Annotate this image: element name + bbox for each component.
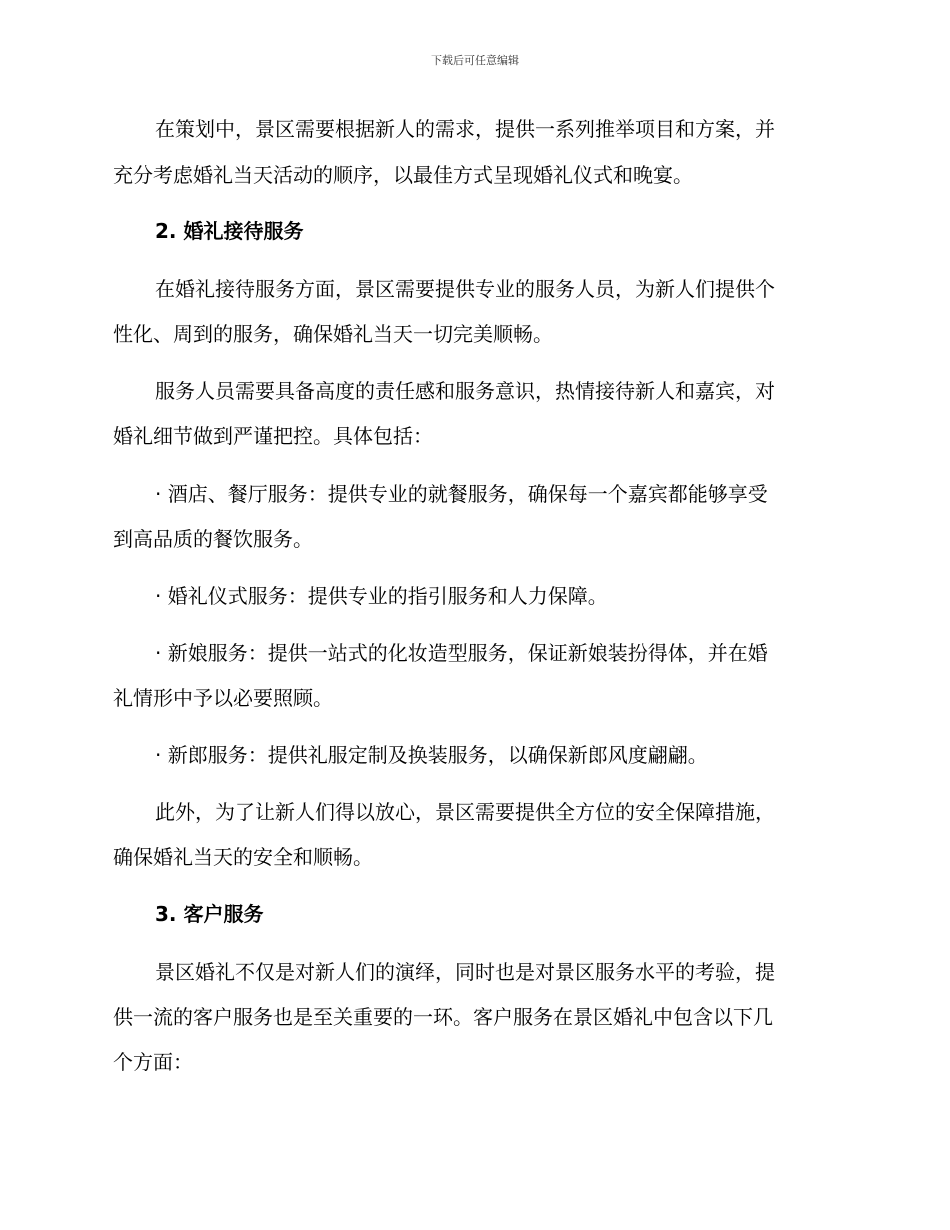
paragraph-line: 婚礼细节做到严谨把控。具体包括：	[113, 424, 433, 448]
paragraph-line: 供一流的客户服务也是至关重要的一环。客户服务在景区婚礼中包含以下几	[113, 1005, 773, 1029]
paragraph-line: 充分考虑婚礼当天活动的顺序，以最佳方式呈现婚礼仪式和晚宴。	[113, 163, 693, 187]
bullet-line: 到高品质的餐饮服务。	[113, 527, 313, 551]
page-header: 下载后可任意编辑	[431, 54, 519, 67]
paragraph-line: 在婚礼接待服务方面，景区需要提供专业的服务人员，为新人们提供个	[155, 277, 775, 301]
bullet-line: · 新娘服务：提供一站式的化妆造型服务，保证新娘装扮得体，并在婚	[155, 641, 768, 665]
bullet-line: 礼情形中予以必要照顾。	[113, 686, 333, 710]
paragraph-line: 性化、周到的服务，确保婚礼当天一切完美顺畅。	[113, 322, 553, 346]
paragraph-line: 服务人员需要具备高度的责任感和服务意识，热情接待新人和嘉宾，对	[155, 379, 775, 403]
bullet-line: · 新郎服务：提供礼服定制及换装服务，以确保新郎风度翩翩。	[155, 743, 708, 767]
paragraph-line: 个方面：	[113, 1050, 193, 1074]
paragraph-line: 确保婚礼当天的安全和顺畅。	[113, 845, 373, 869]
paragraph-line: 此外，为了让新人们得以放心，景区需要提供全方位的安全保障措施，	[155, 800, 775, 824]
paragraph-line: 在策划中，景区需要根据新人的需求，提供一系列推举项目和方案，并	[155, 117, 775, 141]
section-heading: 3. 客户服务	[155, 902, 264, 926]
paragraph-line: 景区婚礼不仅是对新人们的演绎，同时也是对景区服务水平的考验，提	[155, 960, 775, 984]
bullet-line: · 酒店、餐厅服务：提供专业的就餐服务，确保每一个嘉宾都能够享受	[155, 482, 768, 506]
bullet-line: · 婚礼仪式服务：提供专业的指引服务和人力保障。	[155, 584, 608, 608]
section-heading: 2. 婚礼接待服务	[155, 219, 304, 243]
